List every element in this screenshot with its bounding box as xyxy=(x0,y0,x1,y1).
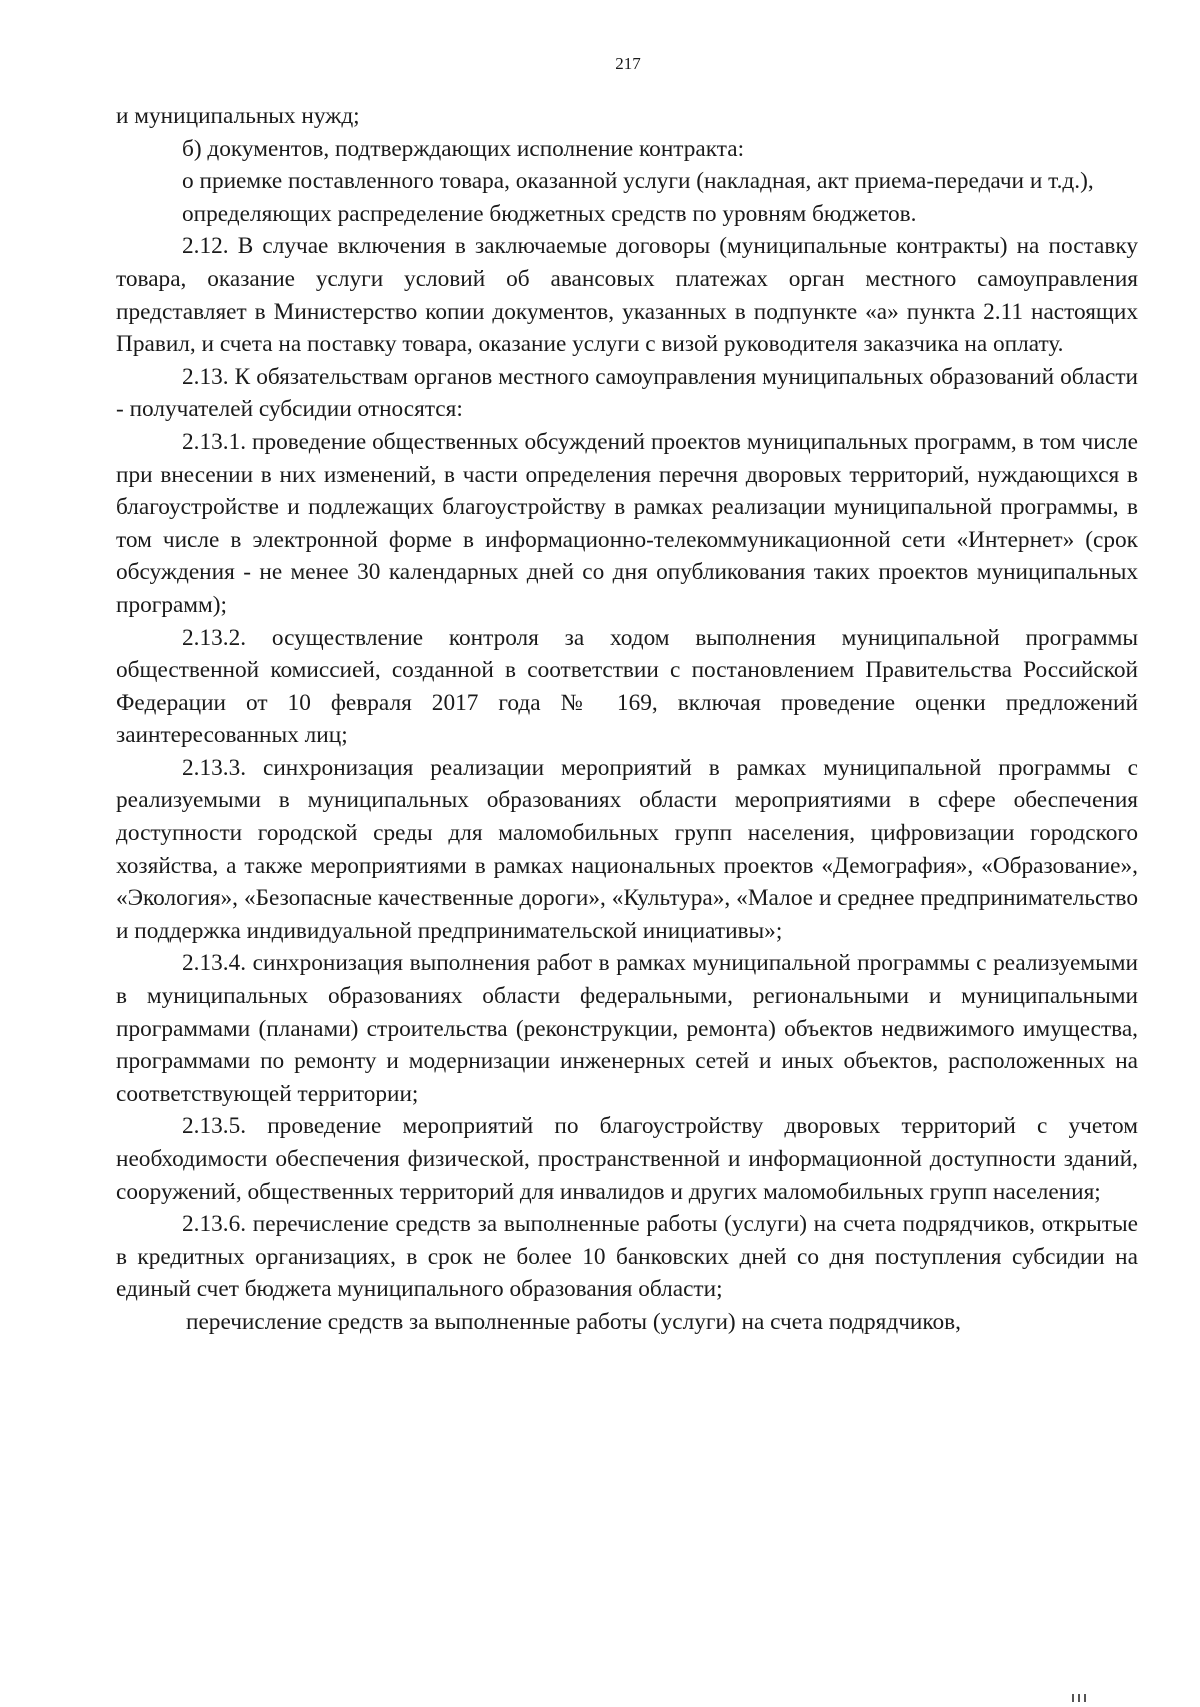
paragraph-2-13-3: 2.13.3. синхронизация реализации мероприятий в рамках муниципальной программы с реализуемыми в муниципальных образованиях области мероприятиями в сфере обеспечения доступности городской среды для маломобильных групп населения, цифровизации городского хозяйства, а также мероприятиями в рамках национальных проектов «Демография», «Образование», «Экология», «Безопасные качественные дороги», «Культура», «Малое и среднее предпринимательство и поддержка индивидуальной предпринимательской инициативы»; xyxy=(116,754,1138,944)
paragraph-2-13-5: 2.13.5. проведение мероприятий по благоустройству дворовых территорий с учетом необходимости обеспечения физической, пространственной и информационной доступности зданий, сооружений, общественных территорий для инвалидов и других маломобильных групп населения; xyxy=(116,1113,1138,1205)
scan-artifact-mark xyxy=(1072,1689,1112,1697)
paragraph-budget-distribution: определяющих распределение бюджетных средств по уровням бюджетов. xyxy=(182,200,917,227)
paragraph-acceptance: о приемке поставленного товара, оказанной услуги (накладная, акт приема-передачи и т.д.), xyxy=(182,168,1094,195)
scan-tick xyxy=(1084,1694,1086,1702)
scan-tick xyxy=(1078,1694,1080,1702)
paragraph-2-13-2: 2.13.2. осуществление контроля за ходом выполнения муниципальной программы общественной комиссией, созданной в соответствии с постановлением Правительства Российской Федерации от 10 февраля 2017 года № 169, включая проведение оценки предложений заинтересованных лиц; xyxy=(116,624,1138,749)
paragraph-municipal-needs: и муниципальных нужд; xyxy=(116,103,360,129)
paragraph-2-12: 2.12. В случае включения в заключаемые договоры (муниципальные контракты) на поставку товара, оказание услуги условий об авансовых платежах орган местного самоуправления представляет в Министерство копии документов, указанных в подпункте «а» пункта 2.11 настоящих Правил, и счета на поставку товара, оказание услуги с визой руководителя заказчика на оплату. xyxy=(116,233,1138,358)
paragraph-2-13-6: 2.13.6. перечисление средств за выполненные работы (услуги) на счета подрядчиков, открытые в кредитных организациях, в срок не более 10 банковских дней со дня поступления субсидии на единый счет бюджета муниципального образования области; xyxy=(116,1211,1138,1303)
paragraph-item-b: б) документов, подтверждающих исполнение контракта: xyxy=(182,135,745,162)
scan-tick xyxy=(1072,1694,1074,1702)
paragraph-transfer-continued: перечисление средств за выполненные работы (услуги) на счета подрядчиков, xyxy=(186,1308,962,1335)
paragraph-2-13-1: 2.13.1. проведение общественных обсуждений проектов муниципальных программ, в том числе при внесении в них изменений, в части определения перечня дворовых территорий, нуждающихся в благоустройстве и подлежащих благоустройству в рамках реализации муниципальной программы, в том числе в электронной форме в информационно-телекоммуникационной сети «Интернет» (срок обсуждения - не менее 30 календарных дней со дня опубликования таких проектов муниципальных программ); xyxy=(116,428,1138,618)
document-body xyxy=(116,100,1138,1339)
page-number: 217 xyxy=(615,54,641,73)
paragraph-2-13: 2.13. К обязательствам органов местного самоуправления муниципальных образований области - получателей субсидии относятся: xyxy=(116,363,1138,423)
paragraph-2-13-4: 2.13.4. синхронизация выполнения работ в рамках муниципальной программы с реализуемыми в муниципальных образованиях области федеральными, региональными и муниципальными программами (планами) строительства (реконструкции, ремонта) объектов недвижимого имущества, программами по ремонту и модернизации инженерных сетей и иных объектов, расположенных на соответствующей территории; xyxy=(116,950,1138,1107)
